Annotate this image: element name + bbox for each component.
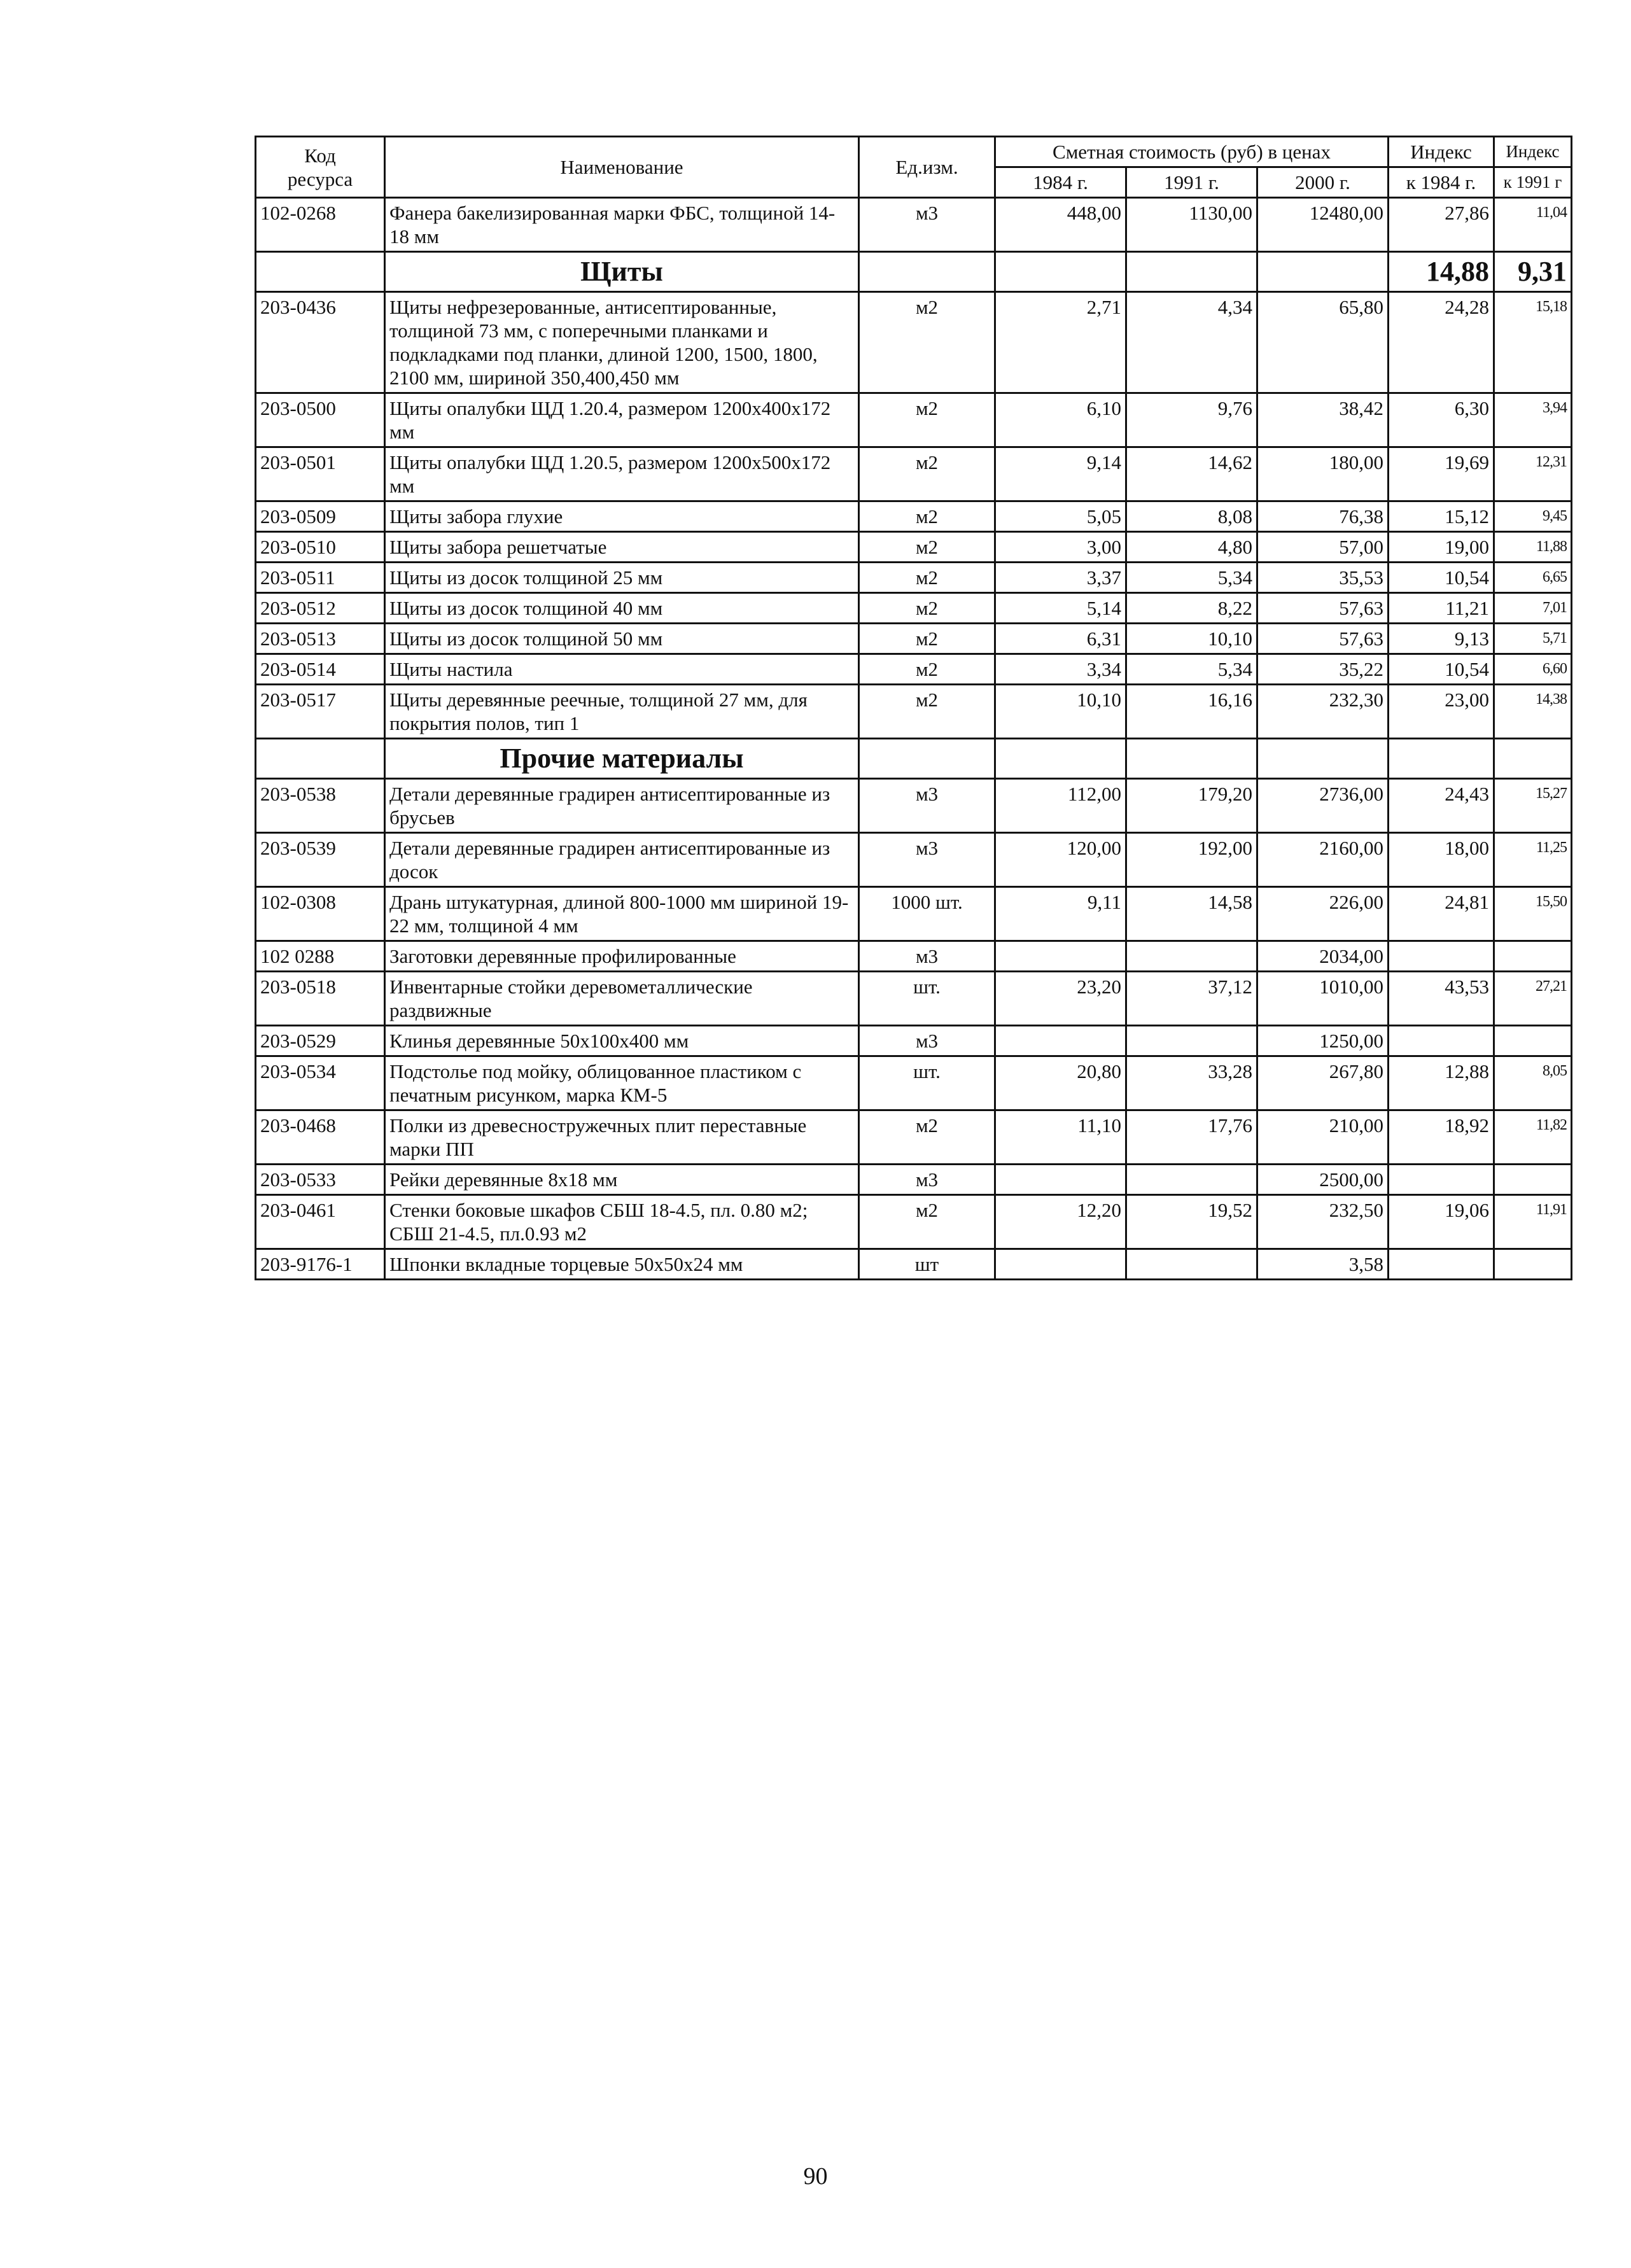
resource-code: 203-0533: [256, 1165, 385, 1195]
unit-of-measure: м3: [859, 1026, 995, 1056]
header-index-1991: Индекс: [1494, 137, 1572, 167]
index-1991: 11,91: [1494, 1195, 1572, 1249]
price-1984: 9,11: [995, 887, 1126, 941]
section-index-1991: [1494, 739, 1572, 779]
unit-of-measure: м2: [859, 1110, 995, 1165]
index-1991: 8,05: [1494, 1056, 1572, 1110]
unit-of-measure: м2: [859, 624, 995, 654]
unit-of-measure: м3: [859, 1165, 995, 1195]
unit-of-measure: м2: [859, 501, 995, 532]
table-row: [256, 393, 1572, 447]
index-1984: 18,00: [1389, 833, 1494, 887]
price-2000: 65,80: [1257, 292, 1389, 393]
price-1991: 16,16: [1126, 685, 1257, 739]
price-1991: [1126, 1249, 1257, 1280]
price-1991: 4,34: [1126, 292, 1257, 393]
resource-code: 203-0512: [256, 593, 385, 624]
index-1991: 12,31: [1494, 447, 1572, 501]
unit-of-measure: м3: [859, 941, 995, 972]
index-1984: 24,28: [1389, 292, 1494, 393]
resource-code: 203-0529: [256, 1026, 385, 1056]
resource-code: 102 0288: [256, 941, 385, 972]
price-1991: 14,58: [1126, 887, 1257, 941]
price-2000: 2500,00: [1257, 1165, 1389, 1195]
table-row: [256, 501, 1572, 532]
table-row: [256, 1056, 1572, 1110]
price-1991: 8,08: [1126, 501, 1257, 532]
resource-name: Щиты из досок толщиной 25 мм: [385, 563, 859, 593]
price-2000: 2034,00: [1257, 941, 1389, 972]
index-1984: [1389, 1249, 1494, 1280]
section-title: Прочие материалы: [385, 739, 859, 779]
resource-code: 203-0518: [256, 972, 385, 1026]
resource-code: 203-9176-1: [256, 1249, 385, 1280]
resource-name: Подстолье под мойку, облицованное пластиком с печатным рисунком, марка КМ-5: [385, 1056, 859, 1110]
price-1991: [1126, 1026, 1257, 1056]
unit-of-measure: м2: [859, 654, 995, 685]
resource-name: Детали деревянные градирен антисептированные из брусьев: [385, 779, 859, 833]
section-empty-cell: [256, 252, 385, 292]
price-1991: 1130,00: [1126, 198, 1257, 252]
section-index-1991: 9,31: [1494, 252, 1572, 292]
price-1984: 12,20: [995, 1195, 1126, 1249]
price-1991: [1126, 1165, 1257, 1195]
resource-code: 203-0539: [256, 833, 385, 887]
index-1991: [1494, 1026, 1572, 1056]
section-empty-cell: [1126, 252, 1257, 292]
index-1984: 9,13: [1389, 624, 1494, 654]
header-index-1984-sub: к 1984 г.: [1389, 167, 1494, 198]
unit-of-measure: м3: [859, 779, 995, 833]
index-1984: 43,53: [1389, 972, 1494, 1026]
price-2000: 57,63: [1257, 624, 1389, 654]
resource-name: Шпонки вкладные торцевые 50x50x24 мм: [385, 1249, 859, 1280]
price-2000: 57,63: [1257, 593, 1389, 624]
price-1984: 6,10: [995, 393, 1126, 447]
index-1984: 18,92: [1389, 1110, 1494, 1165]
price-1984: 3,37: [995, 563, 1126, 593]
price-1991: 5,34: [1126, 563, 1257, 593]
section-empty-cell: [859, 739, 995, 779]
index-1984: 24,81: [1389, 887, 1494, 941]
resource-code: 203-0514: [256, 654, 385, 685]
index-1984: 15,12: [1389, 501, 1494, 532]
price-table-container: [255, 136, 1571, 1280]
resource-name: Щиты опалубки ЩД 1.20.5, размером 1200x500x172 мм: [385, 447, 859, 501]
price-2000: 267,80: [1257, 1056, 1389, 1110]
unit-of-measure: м2: [859, 292, 995, 393]
price-1984: 5,14: [995, 593, 1126, 624]
price-1984: [995, 1249, 1126, 1280]
resource-name: Полки из древесностружечных плит переставные марки ПП: [385, 1110, 859, 1165]
table-row: [256, 292, 1572, 393]
resource-code: 203-0538: [256, 779, 385, 833]
header-code: [256, 137, 385, 198]
price-2000: 3,58: [1257, 1249, 1389, 1280]
index-1984: [1389, 1026, 1494, 1056]
price-2000: 2160,00: [1257, 833, 1389, 887]
index-1991: 3,94: [1494, 393, 1572, 447]
price-1984: 112,00: [995, 779, 1126, 833]
price-table: [255, 136, 1572, 1280]
unit-of-measure: м2: [859, 593, 995, 624]
price-2000: 210,00: [1257, 1110, 1389, 1165]
price-2000: 12480,00: [1257, 198, 1389, 252]
section-empty-cell: [1257, 739, 1389, 779]
resource-code: 102-0268: [256, 198, 385, 252]
resource-name: Щиты нефрезерованные, антисептированные, толщиной 73 мм, с поперечными планками и подкладками под планки, длиной 1200, 1500, 1800, 2100 мм, шириной 350,400,450 мм: [385, 292, 859, 393]
table-row: [256, 685, 1572, 739]
resource-name: Инвентарные стойки деревометаллические раздвижные: [385, 972, 859, 1026]
index-1984: 10,54: [1389, 654, 1494, 685]
price-2000: 2736,00: [1257, 779, 1389, 833]
price-1984: 2,71: [995, 292, 1126, 393]
price-1984: 9,14: [995, 447, 1126, 501]
resource-name: Рейки деревянные 8x18 мм: [385, 1165, 859, 1195]
header-unit: Ед.изм.: [859, 137, 995, 198]
header-code-line1: Код: [304, 144, 336, 167]
resource-name: Щиты из досок толщиной 50 мм: [385, 624, 859, 654]
index-1991: 6,65: [1494, 563, 1572, 593]
index-1984: 12,88: [1389, 1056, 1494, 1110]
resource-name: Щиты опалубки ЩД 1.20.4, размером 1200x400x172 мм: [385, 393, 859, 447]
index-1991: 14,38: [1494, 685, 1572, 739]
table-row: [256, 833, 1572, 887]
unit-of-measure: м2: [859, 393, 995, 447]
price-1991: 4,80: [1126, 532, 1257, 563]
section-row: [256, 252, 1572, 292]
index-1991: 15,50: [1494, 887, 1572, 941]
table-row: [256, 532, 1572, 563]
unit-of-measure: м2: [859, 447, 995, 501]
resource-name: Стенки боковые шкафов СБШ 18-4.5, пл. 0.80 м2; СБШ 21-4.5, пл.0.93 м2: [385, 1195, 859, 1249]
unit-of-measure: м3: [859, 198, 995, 252]
price-1991: 19,52: [1126, 1195, 1257, 1249]
price-1984: 11,10: [995, 1110, 1126, 1165]
index-1991: 11,82: [1494, 1110, 1572, 1165]
index-1991: [1494, 1249, 1572, 1280]
resource-code: 203-0517: [256, 685, 385, 739]
price-1991: 192,00: [1126, 833, 1257, 887]
price-2000: 57,00: [1257, 532, 1389, 563]
resource-code: 203-0510: [256, 532, 385, 563]
resource-code: 203-0513: [256, 624, 385, 654]
resource-code: 203-0500: [256, 393, 385, 447]
price-1991: 5,34: [1126, 654, 1257, 685]
price-1984: [995, 1165, 1126, 1195]
price-1991: 37,12: [1126, 972, 1257, 1026]
resource-code: 203-0509: [256, 501, 385, 532]
resource-name: Щиты забора глухие: [385, 501, 859, 532]
index-1984: 11,21: [1389, 593, 1494, 624]
resource-code: 203-0501: [256, 447, 385, 501]
resource-name: Щиты из досок толщиной 40 мм: [385, 593, 859, 624]
section-index-1984: [1389, 739, 1494, 779]
table-header: [256, 137, 1572, 198]
index-1991: 11,88: [1494, 532, 1572, 563]
price-2000: 1250,00: [1257, 1026, 1389, 1056]
header-name: Наименование: [385, 137, 859, 198]
index-1991: [1494, 941, 1572, 972]
unit-of-measure: м2: [859, 1195, 995, 1249]
price-1991: 14,62: [1126, 447, 1257, 501]
table-row: [256, 887, 1572, 941]
index-1984: 24,43: [1389, 779, 1494, 833]
price-1984: [995, 941, 1126, 972]
unit-of-measure: м2: [859, 532, 995, 563]
index-1991: [1494, 1165, 1572, 1195]
price-1984: 120,00: [995, 833, 1126, 887]
price-1991: [1126, 941, 1257, 972]
table-row: [256, 624, 1572, 654]
price-2000: 1010,00: [1257, 972, 1389, 1026]
price-2000: 232,50: [1257, 1195, 1389, 1249]
table-row: [256, 1249, 1572, 1280]
price-2000: 35,53: [1257, 563, 1389, 593]
table-row: [256, 198, 1572, 252]
header-index-1991-sub: к 1991 г: [1494, 167, 1572, 198]
table-row: [256, 1195, 1572, 1249]
header-cost-group: Сметная стоимость (руб) в ценах: [995, 137, 1389, 167]
table-body: [256, 198, 1572, 1280]
table-row: [256, 593, 1572, 624]
resource-code: 203-0436: [256, 292, 385, 393]
resource-name: Щиты забора решетчатые: [385, 532, 859, 563]
table-row: [256, 972, 1572, 1026]
index-1991: 11,25: [1494, 833, 1572, 887]
price-1984: 448,00: [995, 198, 1126, 252]
index-1991: 9,45: [1494, 501, 1572, 532]
price-1991: 10,10: [1126, 624, 1257, 654]
price-2000: 76,38: [1257, 501, 1389, 532]
resource-code: 102-0308: [256, 887, 385, 941]
price-1991: 17,76: [1126, 1110, 1257, 1165]
unit-of-measure: 1000 шт.: [859, 887, 995, 941]
header-year-1991: 1991 г.: [1126, 167, 1257, 198]
resource-code: 203-0534: [256, 1056, 385, 1110]
index-1991: 27,21: [1494, 972, 1572, 1026]
section-empty-cell: [256, 739, 385, 779]
resource-code: 203-0461: [256, 1195, 385, 1249]
table-row: [256, 941, 1572, 972]
header-year-1984: 1984 г.: [995, 167, 1126, 198]
index-1991: 11,04: [1494, 198, 1572, 252]
table-row: [256, 563, 1572, 593]
price-2000: 35,22: [1257, 654, 1389, 685]
table-row: [256, 1165, 1572, 1195]
resource-name: Щиты настила: [385, 654, 859, 685]
resource-name: Щиты деревянные реечные, толщиной 27 мм, для покрытия полов, тип 1: [385, 685, 859, 739]
table-row: [256, 447, 1572, 501]
resource-name: Фанера бакелизированная марки ФБС, толщиной 14-18 мм: [385, 198, 859, 252]
section-empty-cell: [995, 739, 1126, 779]
unit-of-measure: м3: [859, 833, 995, 887]
unit-of-measure: м2: [859, 563, 995, 593]
section-empty-cell: [1257, 252, 1389, 292]
unit-of-measure: шт.: [859, 1056, 995, 1110]
index-1991: 7,01: [1494, 593, 1572, 624]
section-title: Щиты: [385, 252, 859, 292]
section-empty-cell: [995, 252, 1126, 292]
index-1984: 27,86: [1389, 198, 1494, 252]
price-2000: 226,00: [1257, 887, 1389, 941]
section-empty-cell: [859, 252, 995, 292]
index-1984: 6,30: [1389, 393, 1494, 447]
section-empty-cell: [1126, 739, 1257, 779]
price-1991: 8,22: [1126, 593, 1257, 624]
index-1984: 19,69: [1389, 447, 1494, 501]
index-1991: 15,27: [1494, 779, 1572, 833]
price-1984: 3,34: [995, 654, 1126, 685]
price-1984: 10,10: [995, 685, 1126, 739]
page-number: 90: [803, 2163, 828, 2190]
index-1991: 5,71: [1494, 624, 1572, 654]
price-1984: 20,80: [995, 1056, 1126, 1110]
section-row: [256, 739, 1572, 779]
resource-name: Детали деревянные градирен антисептированные из досок: [385, 833, 859, 887]
header-index-1984: Индекс: [1389, 137, 1494, 167]
resource-name: Дрань штукатурная, длиной 800-1000 мм шириной 19-22 мм, толщиной 4 мм: [385, 887, 859, 941]
section-index-1984: 14,88: [1389, 252, 1494, 292]
index-1984: 19,00: [1389, 532, 1494, 563]
table-row: [256, 1110, 1572, 1165]
index-1984: 23,00: [1389, 685, 1494, 739]
price-1991: 179,20: [1126, 779, 1257, 833]
resource-code: 203-0468: [256, 1110, 385, 1165]
price-2000: 38,42: [1257, 393, 1389, 447]
price-1984: 23,20: [995, 972, 1126, 1026]
header-year-2000: 2000 г.: [1257, 167, 1389, 198]
unit-of-measure: м2: [859, 685, 995, 739]
price-1984: [995, 1026, 1126, 1056]
header-code-line2: ресурса: [287, 167, 353, 190]
index-1991: 15,18: [1494, 292, 1572, 393]
unit-of-measure: шт: [859, 1249, 995, 1280]
index-1984: [1389, 1165, 1494, 1195]
resource-name: Клинья деревянные 50x100x400 мм: [385, 1026, 859, 1056]
price-1984: 5,05: [995, 501, 1126, 532]
price-1984: 3,00: [995, 532, 1126, 563]
table-row: [256, 1026, 1572, 1056]
price-2000: 180,00: [1257, 447, 1389, 501]
price-1984: 6,31: [995, 624, 1126, 654]
index-1984: 19,06: [1389, 1195, 1494, 1249]
price-1991: 9,76: [1126, 393, 1257, 447]
unit-of-measure: шт.: [859, 972, 995, 1026]
index-1991: 6,60: [1494, 654, 1572, 685]
resource-name: Заготовки деревянные профилированные: [385, 941, 859, 972]
price-2000: 232,30: [1257, 685, 1389, 739]
index-1984: [1389, 941, 1494, 972]
table-row: [256, 779, 1572, 833]
table-row: [256, 654, 1572, 685]
price-1991: 33,28: [1126, 1056, 1257, 1110]
resource-code: 203-0511: [256, 563, 385, 593]
index-1984: 10,54: [1389, 563, 1494, 593]
